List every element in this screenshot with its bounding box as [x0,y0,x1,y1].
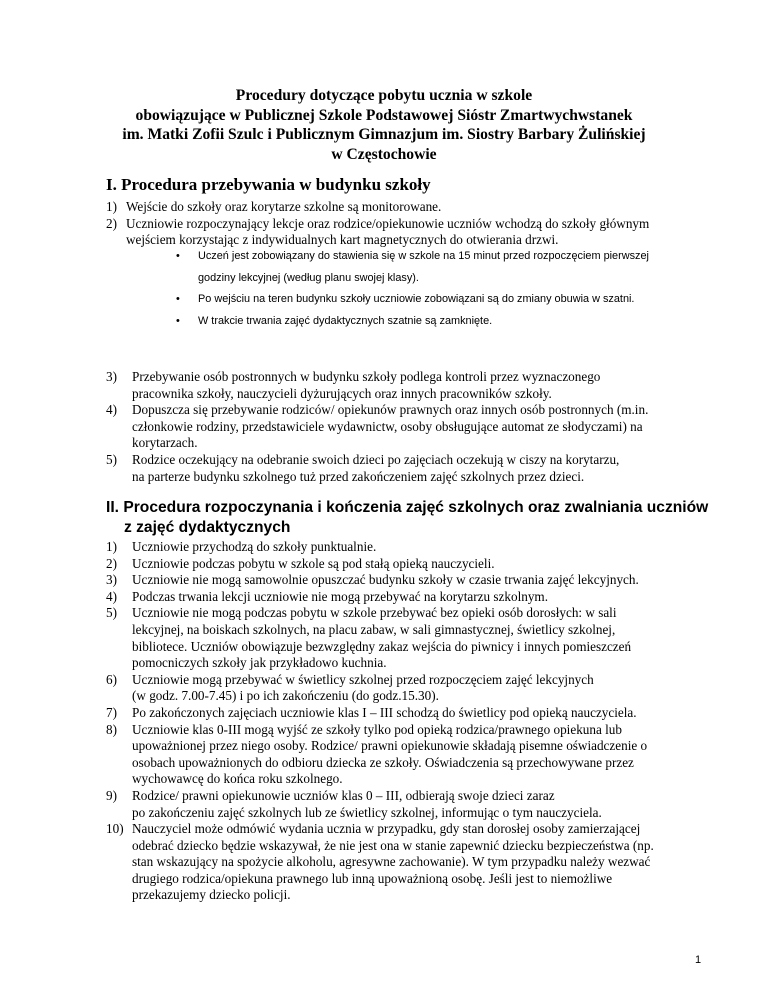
bullet-item [176,246,708,289]
item-number: 5) [106,451,117,467]
item-number: 3) [106,572,117,588]
list-item [106,722,708,788]
list-item [106,572,708,589]
list-item [106,539,708,556]
item-line: Po zakończonych zajęciach uczniowie klas I – III schodzą do świetlicy pod opieką nauczyciela. [132,704,637,720]
item-line: Nauczyciel może odmówić wydania ucznia w przypadku, gdy stan dorosłej osoby zamierzającej [132,821,641,837]
item-line: Uczniowie przychodzą do szkoły punktualnie. [132,539,377,554]
item-line: członkowie rodziny, przedstawiciele wydawnictw, osoby obsługujące automat ze słodyczami) na [132,418,643,434]
item-line: osobach upoważnionych do odbioru dziecka ze szkoły. Oświadczenia są przechowywane przez [132,754,634,770]
title-line-1: Procedury dotyczące pobytu ucznia w szkole [235,87,533,104]
bullet-icon: • [176,314,180,327]
item-line: pracownika szkoły, nauczycieli dyżurujących oraz innych pracowników szkoły. [132,385,552,401]
item-line: (w godz. 7.00-7.45) i po ich zakończeniu (do godz.15.30). [132,688,439,704]
section-1-bullets [176,246,708,332]
bullet-line: W trakcie trwania zajęć dydaktycznych szatnie są zamknięte. [198,314,493,327]
item-line: Uczniowie podczas pobytu w szkole są pod stałą opieką nauczycieli. [132,555,495,571]
item-line: po zakończeniu zajęć szkolnych lub ze świetlicy szkolnej, informując o tym nauczyciela. [132,804,602,820]
bullet-line: godziny lekcyjnej (według planu swojej klasy). [198,271,419,284]
item-number: 1) [106,539,117,554]
item-number: 3) [106,369,117,384]
item-line: Podczas trwania lekcji uczniowie nie mogą przebywać na korytarzu szkolnym. [132,588,548,604]
bullet-item [176,289,708,311]
list-item [106,556,708,573]
item-number: 8) [106,721,117,737]
list-item [106,821,708,904]
item-number: 2) [106,215,117,231]
list-item [106,589,708,606]
section-2-list [106,539,708,904]
section-2-heading-line-1: II. Procedura rozpoczynania i kończenia zajęć szkolnych oraz zwalniania uczniów [106,499,709,516]
item-line: Uczniowie nie mogą podczas pobytu w szkole przebywać bez opieki osób dorosłych: w sali [132,605,617,621]
bullet-line: Uczeń jest zobowiązany do stawienia się w szkole na 15 minut przed rozpoczęciem pierwszej [198,250,649,262]
item-line: Wejście do szkoły oraz korytarze szkolne są monitorowane. [126,199,442,214]
item-line: upoważnionej przez niego osoby. Rodzice/ prawni opiekunowie składają pisemne oświadczenie o [132,738,648,754]
section-1-heading: I. Procedura przebywania w budynku szkoły [106,175,431,194]
list-item [106,199,708,216]
list-item [106,452,708,485]
item-line: Uczniowie nie mogą samowolnie opuszczać budynku szkoły w czasie trwania zajęć lekcyjnych. [132,572,639,588]
item-line: lekcyjnej, na boiskach szkolnych, na placu zabaw, w sali gimnastycznej, świetlicy szkolnej, [132,621,616,637]
page-number: 1 [695,954,702,966]
item-line: odebrać dziecko będzie wskazywał, że nie jest ona w stanie zapewnić dziecku bezpieczeństwa (np. [132,837,654,853]
item-line: korytarzach. [132,435,198,451]
bullet-item [176,311,708,333]
item-line: Rodzice/ prawni opiekunowie uczniów klas 0 – III, odbierają swoje dzieci zaraz [132,787,555,803]
bullet-icon: • [176,293,180,305]
bullet-line: Po wejściu na teren budynku szkoły uczniowie zobowiązani są do zmiany obuwia w szatni. [198,293,635,305]
title-line-2: obowiązujące w Publicznej Szkole Podstawowej Sióstr Zmartwychwstanek [135,106,633,124]
item-number: 2) [106,555,117,571]
item-number: 7) [106,704,117,720]
list-item [106,216,708,249]
item-line: Rodzice oczekujący na odebranie swoich dzieci po zajęciach oczekują w ciszy na korytarzu, [132,451,620,467]
item-line: Uczniowie klas 0-III mogą wyjść ze szkoły tylko pod opieką rodzica/prawnego opiekuna lub [132,721,622,737]
item-line: przekazujemy dziecko policji. [132,887,291,903]
list-item [106,402,708,452]
item-number: 5) [106,605,117,621]
item-number: 6) [106,671,117,687]
list-item [106,788,708,821]
list-item [106,705,708,722]
item-line: bibliotece. Uczniów obowiązuje bezwzględny zakaz wejścia do piwnicy i innych pomieszczeń [132,638,632,654]
title-line-4: w Częstochowie [331,145,437,163]
section-2-heading-line-2: z zajęć dydaktycznych [124,518,291,536]
item-number: 10) [106,821,124,837]
item-line: Uczniowie mogą przebywać w świetlicy szkolnej przed rozpoczęciem zajęć lekcyjnych [132,671,594,687]
item-number: 4) [106,588,117,604]
bullet-icon: • [176,250,180,262]
item-line: wychowawcę do końca roku szkolnego. [132,771,343,787]
item-line: wejściem korzystając z indywidualnych kart magnetycznych do otwierania drzwi. [126,232,559,248]
item-number: 9) [106,787,117,803]
item-line: Dopuszcza się przebywanie rodziców/ opiekunów prawnych oraz innych osób postronnych (m.in. [132,402,649,418]
title-line-3: im. Matki Zofii Szulc i Publicznym Gimnazjum im. Siostry Barbary Żulińskiej [122,126,646,144]
section-1-list-a [106,199,708,249]
item-number: 4) [106,402,117,418]
section-2-heading [106,498,708,537]
item-line: Uczniowie rozpoczynający lekcje oraz rodzice/opiekunowie uczniów wchodzą do szkoły głównym [126,215,650,231]
item-number: 1) [106,199,117,214]
item-line: pomocniczych szkoły jak przykładowo kuchnia. [132,655,387,671]
section-1-list-b [106,369,708,485]
list-item [106,369,708,402]
item-line: Przebywanie osób postronnych w budynku szkoły podlega kontroli przez wyznaczonego [132,369,601,384]
list-item [106,605,708,671]
item-line: na parterze budynku szkolnego tuż przed zakończeniem zajęć szkolnych przez dzieci. [132,468,585,484]
item-line: drugiego rodzica/opiekuna prawnego lub inną upoważnioną osobę. Jeśli jest to niemożliwe [132,870,613,886]
item-line: stan wskazujący na spożycie alkoholu, agresywne zachowanie). W tym przypadku należy wezwać [132,854,651,870]
document-title [0,86,768,164]
list-item [106,672,708,705]
